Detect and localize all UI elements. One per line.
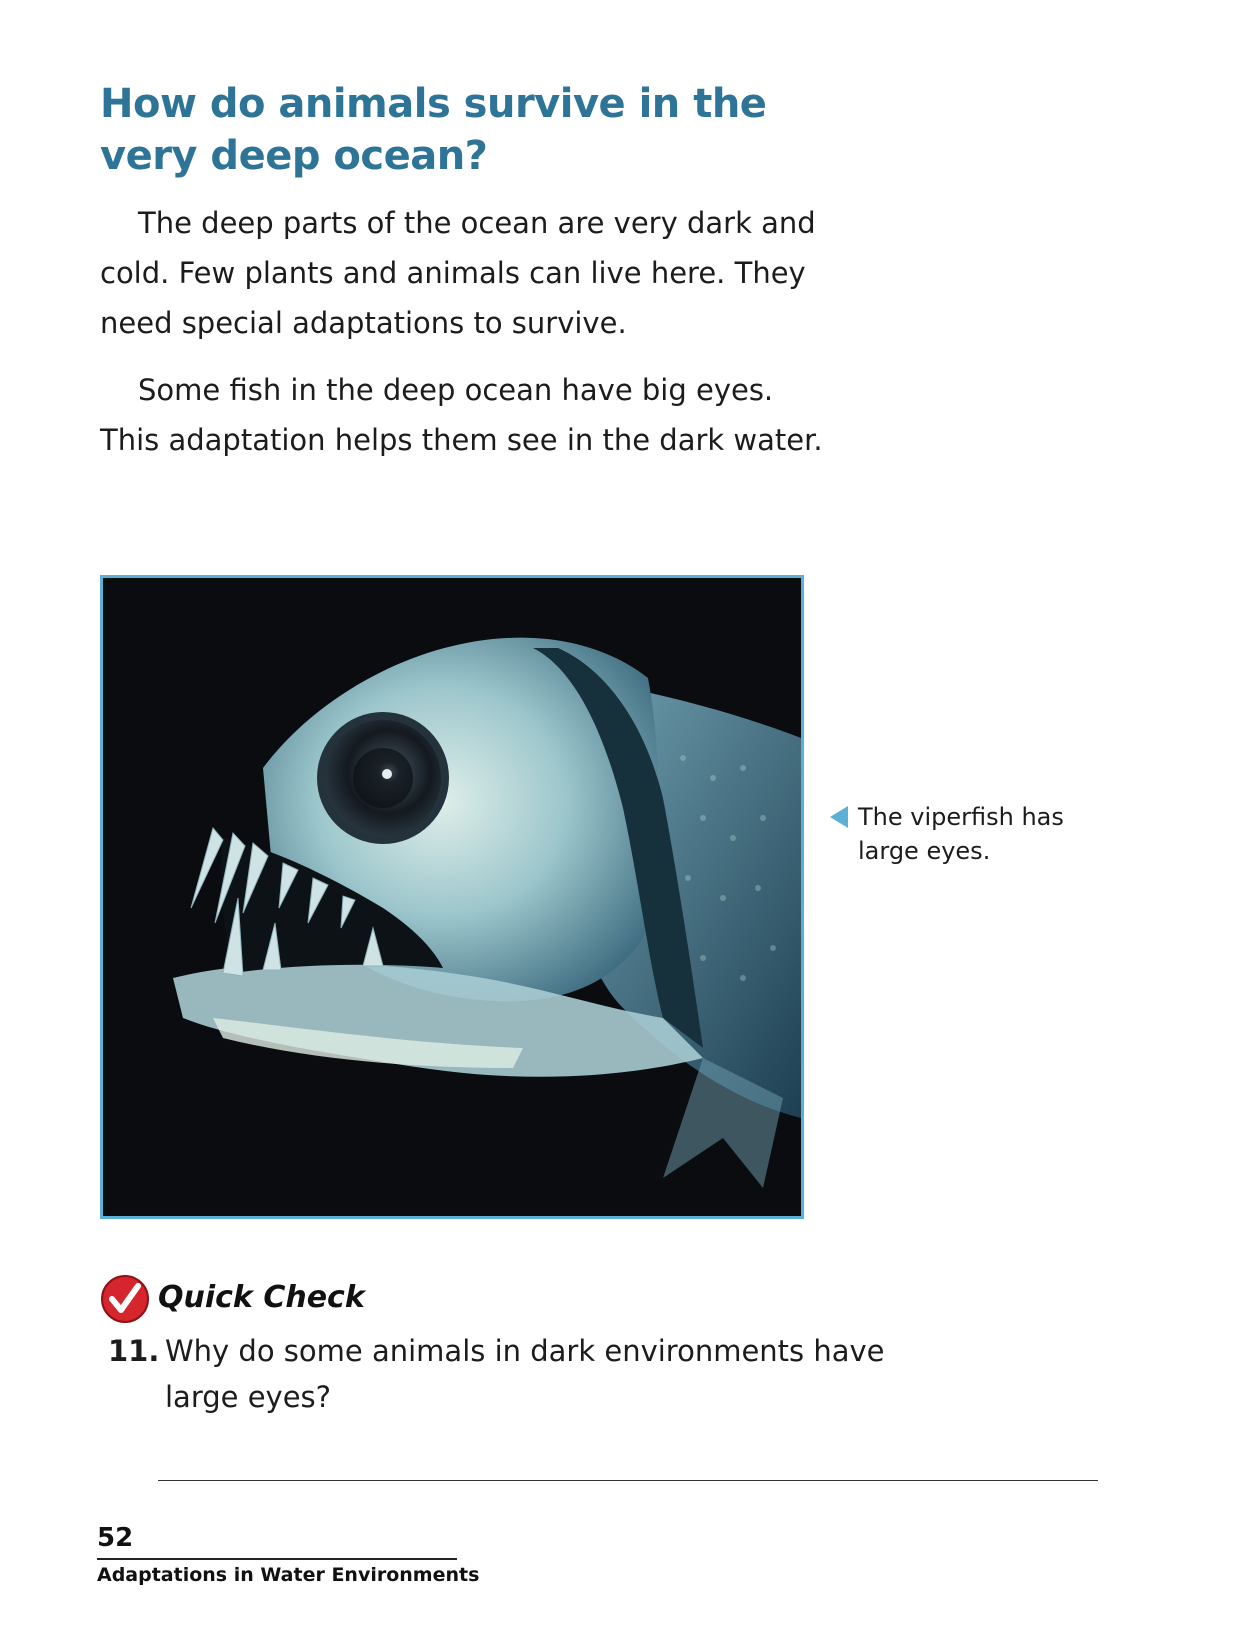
chapter-title: Adaptations in Water Environments — [97, 1564, 480, 1586]
quick-check-question: Why do some animals in dark environments have large eyes? — [165, 1334, 885, 1414]
section-heading: How do animals survive in the very deep ocean? — [100, 81, 767, 179]
answer-line[interactable] — [158, 1480, 1098, 1481]
left-triangle-icon — [830, 806, 848, 828]
viperfish-photo — [100, 575, 804, 1219]
page-number: 52 — [97, 1523, 134, 1553]
quick-check-title: Quick Check — [158, 1280, 365, 1315]
footer-divider — [97, 1558, 457, 1560]
check-mark-icon — [100, 1274, 150, 1324]
photo-caption — [830, 800, 1120, 868]
body-paragraph-2: Some fish in the deep ocean have big eyes. This adaptation helps them see in the dark water. — [100, 373, 823, 457]
question-number: 11. — [108, 1334, 160, 1368]
caption-text: The viperfish has large eyes. — [858, 803, 1064, 865]
body-paragraph-1: The deep parts of the ocean are very dark and cold. Few plants and animals can live here. They need special adaptations to survive. — [100, 206, 816, 340]
